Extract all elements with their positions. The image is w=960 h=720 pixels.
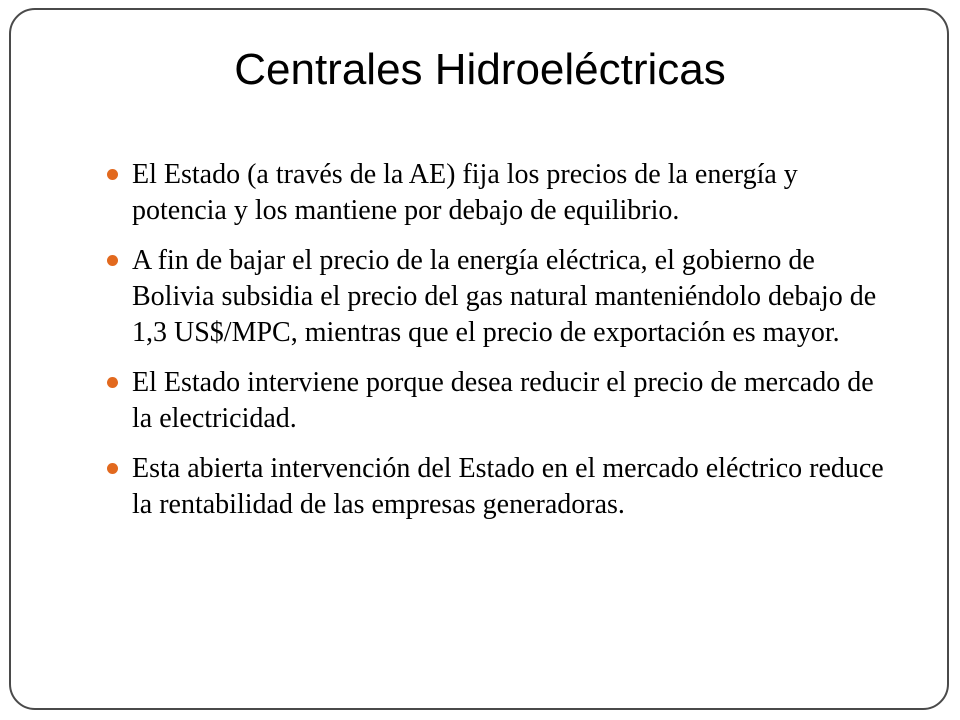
bullet-item-3	[107, 365, 887, 437]
bullet-text-4: Esta abierta intervención del Estado en el mercado eléctrico reduce la rentabilidad de las empresas generadoras.	[132, 453, 884, 520]
bullet-text-2: A fin de bajar el precio de la energía eléctrica, el gobierno de Bolivia subsidia el precio del gas natural manteniéndolo debajo de 1,3 US$/MPC, mientras que el precio de exportación es mayor.	[132, 245, 877, 348]
slide-title: Centrales Hidroeléctricas	[234, 45, 726, 94]
bullet-dot-icon	[107, 255, 118, 266]
bullet-dot-icon	[107, 463, 118, 474]
bullet-text-3: El Estado interviene porque desea reducir el precio de mercado de la electricidad.	[132, 367, 874, 434]
bullet-dot-icon	[107, 169, 118, 180]
bullet-text-1: El Estado (a través de la AE) fija los precios de la energía y potencia y los mantiene por debajo de equilibrio.	[132, 159, 798, 226]
bullet-item-1	[107, 157, 887, 229]
bullet-list	[107, 157, 887, 537]
bullet-item-4	[107, 451, 887, 523]
bullet-item-2	[107, 243, 887, 351]
bullet-dot-icon	[107, 377, 118, 388]
